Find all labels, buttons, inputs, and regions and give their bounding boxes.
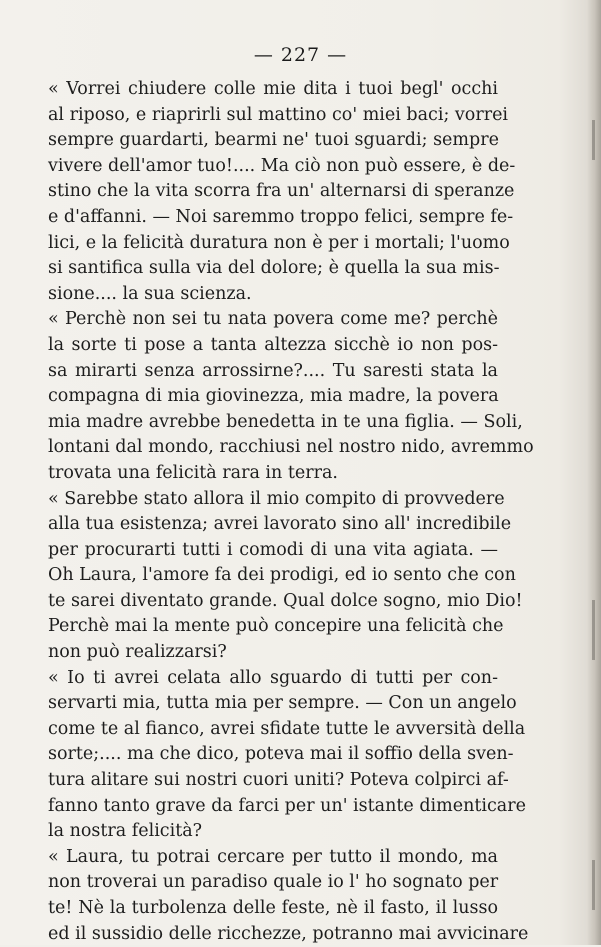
text-line: lici, e la felicità duratura non è per i mortali; l'uomo: [48, 232, 510, 253]
text-line: ed il sussidio delle ricchezze, potranno mai avvicinare: [48, 923, 529, 944]
text-line: mia madre avrebbe benedetta in te una figlia. — Soli,: [48, 411, 523, 432]
text-line: alla tua esistenza; avrei lavorato sino all' incredibile: [48, 514, 512, 535]
text-line: compagna di mia giovinezza, mia madre, la povera: [48, 386, 499, 407]
text-line: trovata una felicità rara in terra.: [48, 462, 338, 483]
text-line: stino che la vita scorra fra un' alternarsi di speranze: [48, 181, 515, 202]
text-line: « Laura, tu potrai cercare per tutto il mondo, ma: [48, 846, 498, 867]
text-line: « Perchè non sei tu nata povera come me? perchè: [48, 309, 498, 330]
page-edge-mark: [592, 600, 595, 660]
text-line: servarti mia, tutta mia per sempre. — Con un angelo: [48, 693, 517, 714]
text-line: te! Nè la turbolenza delle feste, nè il fasto, il lusso: [48, 898, 498, 918]
text-line: non può realizzarsi?: [48, 642, 227, 663]
page-number: — 227 —: [253, 44, 348, 66]
text-line: la nostra felicità?: [48, 821, 203, 842]
text-line: sempre guardarti, bearmi ne' tuoi sguardi; sempre: [48, 130, 499, 151]
text-line: sa mirarti senza arrossirne?.... Tu saresti stata la: [48, 360, 498, 381]
page-edge-mark: [592, 120, 595, 160]
text-line: tura alitare sui nostri cuori uniti? Poteva colpirci af-: [48, 770, 509, 791]
text-line: sione.... la sua scienza.: [48, 283, 252, 304]
text-line: te sarei diventato grande. Qual dolce sogno, mio Dio!: [48, 590, 523, 611]
text-line: « Vorrei chiudere colle mie dita i tuoi begl' occhi: [48, 79, 498, 99]
text-line: e d'affanni. — Noi saremmo troppo felici, sempre fe-: [48, 206, 514, 227]
text-line: per procurarti tutti i comodi di una vita agiata. —: [48, 539, 498, 560]
text-line: « Sarebbe stato allora il mio compito di provvedere: [48, 488, 505, 509]
text-line: vivere dell'amor tuo!.... Ma ciò non può essere, è de-: [48, 155, 516, 176]
text-line: fanno tanto grave da farci per un' istante dimenticare: [48, 795, 526, 816]
page-edge-mark: [592, 860, 595, 910]
text-line: Oh Laura, l'amore fa dei prodigi, ed io sento che con: [48, 565, 516, 586]
text-line: come te al fianco, avrei sfidate tutte le avversità della: [48, 718, 526, 739]
body-text: [48, 77, 534, 947]
text-line: al riposo, e riaprirli sul mattino co' miei baci; vorrei: [48, 104, 509, 125]
text-line: lontani dal mondo, racchiusi nel nostro nido, avremmo: [48, 437, 534, 458]
text-line: non troverai un paradiso quale io l' ho sognato per: [48, 872, 499, 893]
text-line: sorte;.... ma che dico, poteva mai il soffio della sven-: [48, 744, 514, 765]
text-line: la sorte ti pose a tanta altezza sicchè io non pos-: [48, 334, 498, 355]
text-line: si santifica sulla via del dolore; è quella la sua mis-: [48, 258, 500, 279]
text-line: « Io ti avrei celata allo sguardo di tutti per con-: [48, 667, 498, 688]
text-line: Perchè mai la mente può concepire una felicità che: [48, 616, 504, 637]
